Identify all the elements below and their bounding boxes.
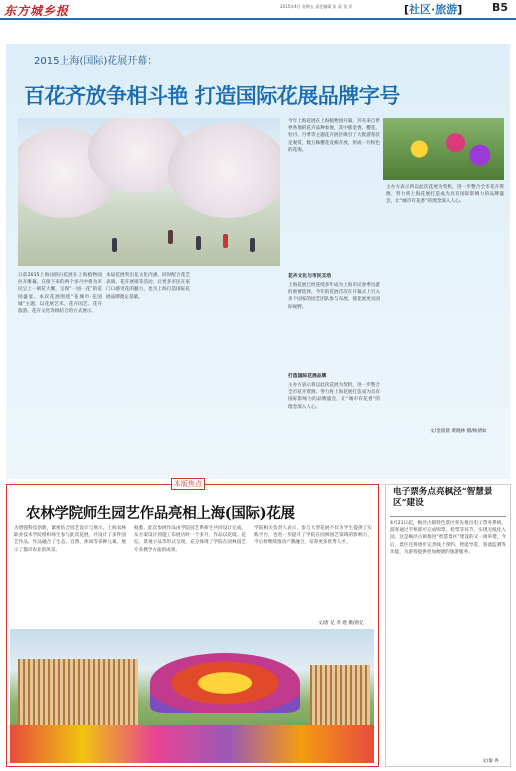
article-headline: 农林学院师生园艺作品亮相上海(国际)花展 <box>26 505 295 522</box>
article-badge: 本版焦点 <box>171 478 205 490</box>
page-number: B5 <box>492 1 509 14</box>
article-column-3: 学院相关负责人表示，参与大型花展不仅为学生提供了实践平台，也进一步提升了学院在园林园艺领域的影响力，今后将继续推动产教融合，培养更多优秀人才。 <box>254 526 372 546</box>
feature-byline: 文/金晨晨 黄晓林 摄/杨倩如 <box>430 429 487 434</box>
article-column-1: 为增强科技创新，紧密结合园艺设计与展示，上海农林职业技术学院组织师生参与此次花展，共设计了多件园艺作品，作品融合了生态、自然、休闲等多种元素，展示了都市农业的风采。 <box>14 526 126 553</box>
cherry-blossom-photo <box>18 118 280 266</box>
section-bracket-left: [ <box>404 3 410 16</box>
feature-subhead-1: 花卉文化与市民互动 <box>288 274 332 279</box>
issue-meta: 2015年4月 星期五 责任编辑 张 清 张 洋 <box>280 4 353 9</box>
sidebar-byline: 文/秦 冉 <box>482 759 499 764</box>
section-bracket-right: ] <box>457 3 463 16</box>
section-title: 社区·旅游 <box>409 3 458 16</box>
feature-column-4: 上海花展已经连续多年成为上海市民春季出游的重要选择，今年的花展首次在开幕式上引入多个国家的园艺团队参与布展，使花展更具国际视野。 <box>288 283 380 310</box>
article-column-2: 据悉，此次参展作品由学院园艺系师生共同设计完成，从方案设计到施工布展历时一个多月，作品以花境、花坛、景观小品等形式呈现，充分体现了学院在园林园艺专业教学方面的成果。 <box>134 526 246 553</box>
feature-column-3: 本届花展突出花文化内涵，同时配合花艺表演、花卉展销等活动，让更多市民在家门口感受花的魅力，也为上海打造国际花展品牌奠定基础。 <box>106 273 190 300</box>
flower-closeup-photo <box>383 118 504 180</box>
feature-kicker: 2015上海(国际)花展开幕： <box>34 56 158 67</box>
sidebar-headline: 电子票务点亮枫泾“智慧景区”建设 <box>393 487 493 508</box>
feature-column-5: 主办方表示将以此次花展为契机，进一步整合全市花卉资源，努力将上海花展打造成为具有国际影响力的品牌盛会，让“城市有花香”的理念深入人心。 <box>386 185 504 205</box>
feature-headline: 百花齐放争相斗艳 打造国际花展品牌字号 <box>24 83 400 108</box>
sidebar-divider <box>390 516 506 517</box>
article-byline: 文/唐 亿 李 建 摄/唐亿 <box>318 621 364 626</box>
feature-subhead-2: 打造国际花展品牌 <box>288 374 327 379</box>
masthead-rule <box>0 18 516 20</box>
garden-exhibit-photo <box>10 629 374 763</box>
newspaper-logo: 东方城乡报 <box>4 4 70 18</box>
sidebar-body: 4月21日起，枫泾古镇特色景区率先推出电子票务系统，游客通过手机即可完成购票、检票等环节，实现无纸化入园。这是枫泾古镇推进“智慧景区”建设的又一项举措。今后，景区还将逐步完善线上预约、智能导览、客流监测等功能，为游客提供更加便捷的旅游服务。 <box>390 521 506 555</box>
feature-column-6: 主办方表示将以此次花展为契机，进一步整合全市花卉资源，努力将上海花展打造成为具有国际影响力的品牌盛会，让“城市有花香”的理念深入人心。 <box>288 383 380 410</box>
feature-column-1: 日前2015上海(国际)花展在上海植物园拉开帷幕。在接下来的两个多月中将为市民呈上一朝花大餐，呈现“一园一花”的花园盛宴。本次花展围绕“花城市·花园城”主题，以花展艺术、花卉园艺、花卉旅游、花卉文化等相结合的方式展示。 <box>18 273 102 315</box>
feature-column-2: 今年上海花展在上海植物园开幕，共有来自世界各地的花卉品种参展，其中郁金香、樱花、牡丹、月季等主题花卉展区吸引了大批游客驻足观赏，数万株樱花竞相开放，形成一片粉色的花海。 <box>288 119 380 153</box>
section-label <box>404 1 462 17</box>
feature-column-3b <box>196 272 280 472</box>
